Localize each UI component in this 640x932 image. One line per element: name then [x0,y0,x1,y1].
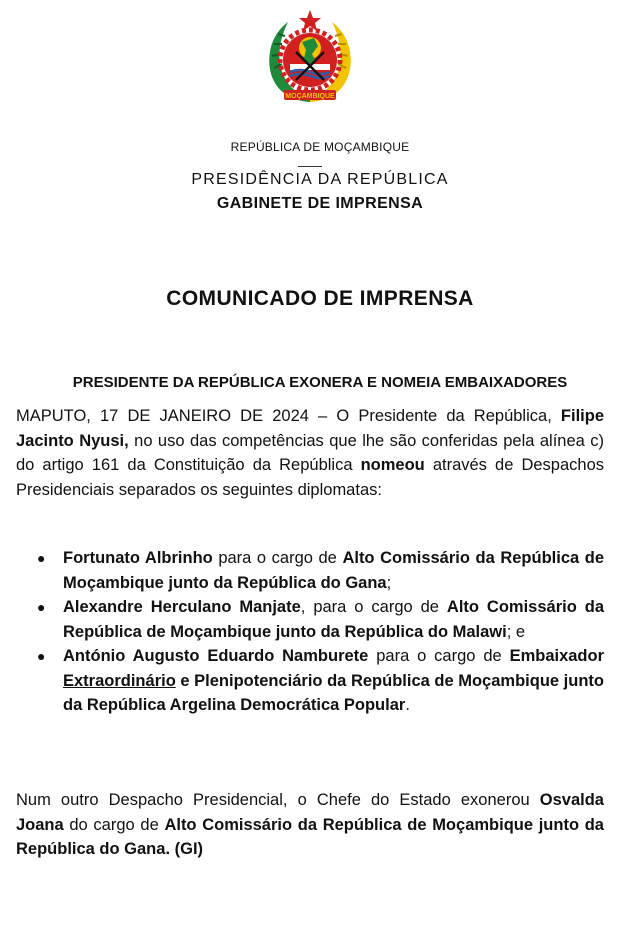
post-start: Embaixador [509,647,605,665]
header-divider [298,166,322,167]
appointment-verb: nomeou [360,456,425,474]
dismissed-person: Osvalda Joana [16,791,604,834]
dateline: MAPUTO, 17 DE JANEIRO DE 2024 – O Presidente da República, [16,407,561,425]
bullet-icon: ● [37,599,46,615]
connector-text: , para o cargo de [300,598,447,616]
diplomat-name: António Augusto Eduardo Namburete [63,647,369,665]
connector-text: para o cargo de [212,549,343,567]
country-name: REPÚBLICA DE MOÇAMBIQUE [230,140,410,154]
item-end: ; [386,573,392,592]
post-end: e Plenipotenciário da República de Moçambique junto da República Argelina Democrática Popular [63,671,604,714]
headline: PRESIDENTE DA REPÚBLICA EXONERA E NOMEIA EMBAIXADORES [72,374,568,391]
closing-text: Num outro Despacho Presidencial, o Chefe do Estado exonerou [16,791,540,809]
appointments-list [16,546,604,718]
item-end: ; e [506,622,526,641]
presidency-name: PRESIDÊNCIA DA REPÚBLICA [191,171,449,188]
post-underlined: Extraordinário [63,671,176,690]
closing-connector: do cargo de [63,815,165,834]
coat-of-arms-icon [258,8,362,112]
intro-text-end: através de Despachos Presidenciais separados os seguintes diplomatas: [16,456,604,499]
intro-paragraph [16,404,604,502]
emblem-motto: MOÇAMBIQUE [285,93,335,100]
list-item [16,644,604,718]
list-item [16,595,604,644]
document-title: COMUNICADO DE IMPRENSA [166,287,474,310]
diplomat-name: Alexandre Herculano Manjate [63,598,301,616]
diplomatic-post: Alto Comissário da República de Moçambique junto da República do Gana [63,549,605,592]
intro-text: no uso das competências que lhe são conferidas pela alínea c) do artigo 161 da Constituição da República [16,431,604,474]
president-name: Filipe Jacinto Nyusi, [16,407,604,450]
dismissed-post: Alto Comissário da República de Moçambique junto da República do Gana. (GI) [16,815,604,858]
diplomat-name: Fortunato Albrinho [63,549,213,567]
connector-text: para o cargo de [368,647,510,665]
diplomatic-post: Alto Comissário da República de Moçambique junto da República do Malawi [63,598,604,641]
list-item [16,546,604,595]
item-end: . [405,696,410,714]
bullet-icon: ● [37,550,46,566]
press-office-name: GABINETE DE IMPRENSA [216,195,424,212]
closing-paragraph [16,788,604,862]
bullet-icon: ● [37,648,46,664]
